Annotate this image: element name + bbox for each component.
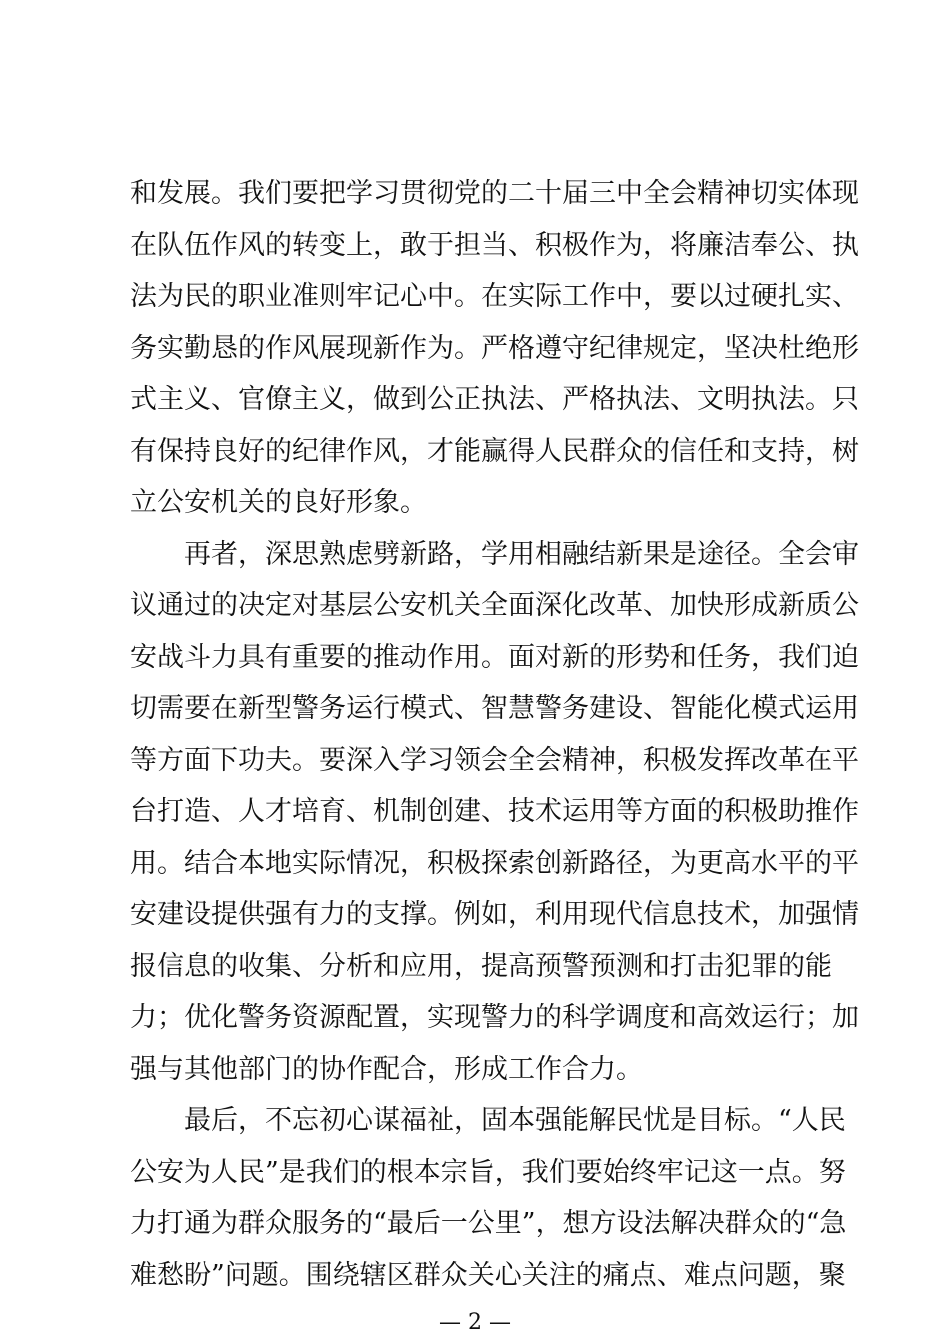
text-line: 难愁盼”问题。围绕辖区群众关心关注的痛点、难点问题，聚 — [130, 1259, 846, 1291]
text-line: 力；优化警务资源配置，实现警力的科学调度和高效运行；加 — [130, 1002, 859, 1033]
text-line: 法为民的职业准则牢记心中。在实际工作中，要以过硬扎实、 — [130, 281, 859, 312]
text-line: 等方面下功夫。要深入学习领会全会精神，积极发挥改革在平 — [130, 744, 859, 776]
text-line: 切需要在新型警务运行模式、智慧警务建设、智能化模式运用 — [130, 693, 859, 724]
text-line: 安建设提供强有力的支撑。例如，利用现代信息技术，加强情 — [130, 899, 859, 930]
paragraph-3 — [130, 1095, 847, 1301]
text-line: 再者，深思熟虑劈新路，学用相融结新果是途径。全会审 — [184, 538, 859, 570]
paragraph-2 — [130, 529, 859, 1096]
text-line: 和发展。我们要把学习贯彻党的二十届三中全会精神切实体现 — [130, 178, 859, 209]
text-line: 安战斗力具有重要的推动作用。面对新的形势和任务，我们迫 — [130, 641, 859, 673]
text-line: 有保持良好的纪律作风，才能赢得人民群众的信任和支持，树 — [130, 435, 859, 467]
paragraph-1 — [130, 168, 859, 529]
text-line: 强与其他部门的协作配合，形成工作合力。 — [130, 1053, 643, 1085]
text-line: 报信息的收集、分析和应用，提高预警预测和打击犯罪的能 — [130, 950, 832, 982]
text-line: 台打造、人才培育、机制创建、技术运用等方面的积极助推作 — [130, 796, 859, 827]
text-line: 最后，不忘初心谋福祉，固本强能解民忧是目标。“人民 — [184, 1105, 846, 1136]
text-line: 公安为人民”是我们的根本宗旨，我们要始终牢记这一点。努 — [130, 1156, 846, 1188]
text-line: 用。结合本地实际情况，积极探索创新路径，为更高水平的平 — [130, 847, 859, 879]
text-line: 议通过的决定对基层公安机关全面深化改革、加快形成新质公 — [130, 590, 859, 621]
document-body — [130, 168, 859, 1301]
text-line: 式主义、官僚主义，做到公正执法、严格执法、文明执法。只 — [130, 384, 859, 415]
text-line: 立公安机关的良好形象。 — [130, 487, 427, 518]
page-number: — 2 — — [439, 1310, 511, 1335]
text-line: 力打通为群众服务的“最后一公里”，想方设法解决群众的“急 — [130, 1208, 847, 1239]
text-line: 务实勤恳的作风展现新作为。严格遵守纪律规定，坚决杜绝形 — [130, 332, 859, 364]
text-line: 在队伍作风的转变上，敢于担当、积极作为，将廉洁奉公、执 — [130, 229, 859, 261]
